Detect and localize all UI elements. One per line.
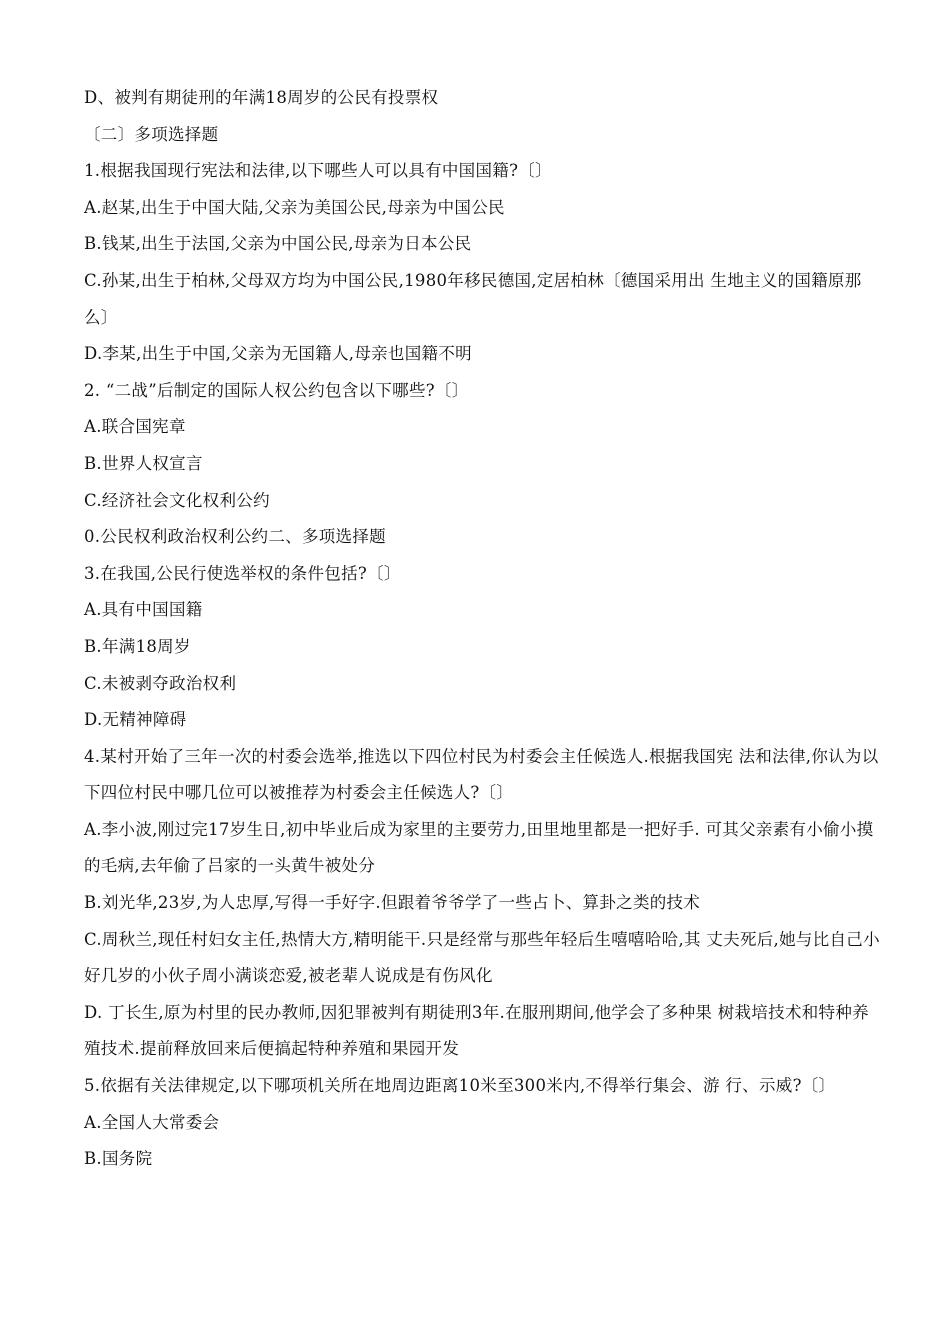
q4-option-d: D. 丁长生,原为村里的民办教师,因犯罪被判有期徒刑3年.在服刑期间,他学会了多种果 树栽培技术和特种养殖技术.提前释放回来后便搞起特种养殖和果园开发 xyxy=(84,1002,869,1059)
q4-option-c: C.周秋兰,现任村妇女主任,热情大方,精明能干.只是经常与那些年轻后生嘻嘻哈哈,其 丈夫死后,她与比自己小好几岁的小伙子周小满谈恋爱,被老辈人说成是有伤风化 xyxy=(84,929,880,986)
question-1: 1.根据我国现行宪法和法律,以下哪些人可以具有中国国籍?〔〕 xyxy=(84,161,552,181)
document-page xyxy=(84,80,884,1178)
q1-option-a: A.赵某,出生于中国大陆,父亲为美国公民,母亲为中国公民 xyxy=(84,197,505,217)
q3-option-c: C.未被剥夺政治权利 xyxy=(84,673,237,693)
q3-option-d: D.无精神障碍 xyxy=(84,710,187,730)
q1-option-b: B.钱某,出生于法国,父亲为中国公民,母亲为日本公民 xyxy=(84,234,472,254)
question-5: 5.依据有关法律规定,以下哪项机关所在地周边距离10米至300米内,不得举行集会、游 行、示威?〔〕 xyxy=(84,1076,836,1096)
question-2: 2. “二战”后制定的国际人权公约包含以下哪些?〔〕 xyxy=(84,380,469,400)
question-3: 3.在我国,公民行使选举权的条件包括?〔〕 xyxy=(84,563,401,583)
q4-option-a: A.李小波,刚过完17岁生日,初中毕业后成为家里的主要劳力,田里地里都是一把好手. 可其父亲素有小偷小摸的毛病,去年偷了吕家的一头黄牛被处分 xyxy=(84,819,874,876)
question-4: 4.某村开始了三年一次的村委会选举,推选以下四位村民为村委会主任候选人.根据我国宪 法和法律,你认为以下四位村民中哪几位可以被推荐为村委会主任候选人?〔〕 xyxy=(84,746,879,803)
q2-option-d: 0.公民权利政治权利公约二、多项选择题 xyxy=(84,527,386,547)
q5-option-b: B.国务院 xyxy=(84,1149,153,1169)
q4-option-b: B.刘光华,23岁,为人忠厚,写得一手好字.但跟着爷爷学了一些占卜、算卦之类的技术 xyxy=(84,893,701,913)
section-heading: 〔二〕多项选择题 xyxy=(84,124,219,144)
option-d-prev: D、被判有期徒刑的年满18周岁的公民有投票权 xyxy=(84,88,439,107)
q1-option-c: C.孙某,出生于柏林,父母双方均为中国公民,1980年移民德国,定居柏林〔德国采用出 生地主义的国籍原那么〕 xyxy=(84,270,862,327)
q2-option-a: A.联合国宪章 xyxy=(84,417,186,437)
q3-option-a: A.具有中国国籍 xyxy=(84,600,203,620)
q1-option-d: D.李某,出生于中国,父亲为无国籍人,母亲也国籍不明 xyxy=(84,344,472,364)
q5-option-a: A.全国人大常委会 xyxy=(84,1112,220,1132)
q2-option-b: B.世界人权宣言 xyxy=(84,453,203,473)
q2-option-c: C.经济社会文化权利公约 xyxy=(84,490,270,510)
q3-option-b: B.年满18周岁 xyxy=(84,636,191,656)
